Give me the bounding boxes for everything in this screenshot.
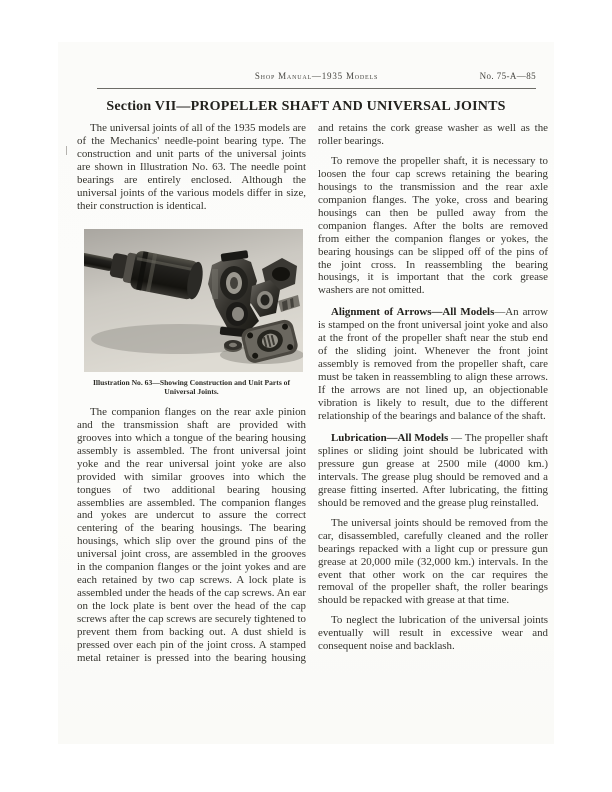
left-column — [77, 122, 306, 665]
paragraph: To neglect the lubrication of the universal joints eventually will result in excessive wear and consequent noise and backlash. — [318, 614, 548, 653]
paragraph: The universal joints of all of the 1935 models are of the Mechanics' needle-point bearing type. The construction and unit parts of the universal joints are shown in Illustration No. 63. The needle point bearings are entirely enclosed. Although the universal joints of the various models differ in size, their construction is identical. — [77, 122, 306, 212]
header-rule — [97, 88, 536, 89]
bearing-housing-small-parts — [224, 340, 242, 352]
section-body: —An arrow is stamped on the front universal joint yoke and also at the front of the propeller shaft near the stub end of the sliding joint. Whenever the front joint assembly is removed from the propeller shaft, care must be taken in reassembling to align these arrows. If the arrows are not lined up, an objectionable vibration is likely to result, due to the different relationship of the bearings and balance of the shaft. — [318, 306, 548, 423]
run-in-heading: Alignment of Arrows—All Models — [331, 306, 495, 319]
universal-joint-photo — [84, 229, 303, 372]
section-body: — The propeller shaft splines or sliding joint should be lubricated with pressure gun grease at 2500 mile (4000 km.) intervals. The grease plug should be removed and a grease fitting inserted. After lubricating, the fitting should be removed and the grease plug reinstalled. — [318, 431, 548, 509]
paragraph-continuation: and retains the cork grease washer as well as the roller bearings. — [318, 122, 548, 147]
page-number: No. 75-A—85 — [479, 71, 536, 81]
section-title: Section VII—PROPELLER SHAFT AND UNIVERSAL JOINTS — [106, 99, 506, 114]
run-in-heading: Lubrication—All Models — [331, 431, 449, 444]
paragraph: The companion flanges on the rear axle pinion and the transmission shaft are provided with grooves into which a tongue of the bearing housing assembly is assembled. The front universal joint yoke and the rear universal joint yoke are also provided with similar grooves into which the tongues of two additional bearing housing assemblies are assembled. The companion flanges and yokes are undercut to assure the correct centering of the bearing housings. The bearing housings, which slip over the ground pins of the universal joint cross, are assembled in the grooves in the companion flanges or the joint yokes and are each retained by two cap screws. A lock plate is assembled under the heads of the cap screws. An ear on the lock plate is bent over the head of the cap screws after the cap screws are securely tightened to prevent them from backing out. A dust shield is pressed over each pin of the joint cross. A stamped metal retainer is pressed into the bearing housing — [77, 405, 306, 664]
paragraph: The universal joints should be removed from the car, disassembled, carefully cleaned and the roller bearings repacked with a light cup or pressure gun grease at 20,000 mile (32,000 km.) intervals. In the event that other work on the car requires the removal of the propeller shaft, the roller bearings should be repacked with grease at that time. — [318, 516, 548, 607]
section-alignment-of-arrows — [318, 306, 548, 423]
section-lubrication — [318, 432, 548, 510]
figure-universal-joints — [84, 229, 303, 397]
running-title: Shop Manual—1935 Models — [254, 71, 379, 81]
figure-caption: Illustration No. 63—Showing Construction and Unit Parts of Universal Joints. — [92, 377, 291, 397]
right-column — [318, 122, 548, 653]
scan-artifact — [66, 146, 67, 155]
page-header — [97, 71, 536, 87]
paragraph: To remove the propeller shaft, it is necessary to loosen the four cap screws retaining the bearing housings to the transmission and the rear axle companion flanges. The yoke, cross and bearing housings can then be pulled away from the companion flanges. After the bolts are removed from either the companion flanges or yokes, the bearing housings can be slipped off of the pins of the joint cross. In reassembling the bearing housings, it is important that the cork grease washers are not omitted. — [318, 154, 548, 297]
